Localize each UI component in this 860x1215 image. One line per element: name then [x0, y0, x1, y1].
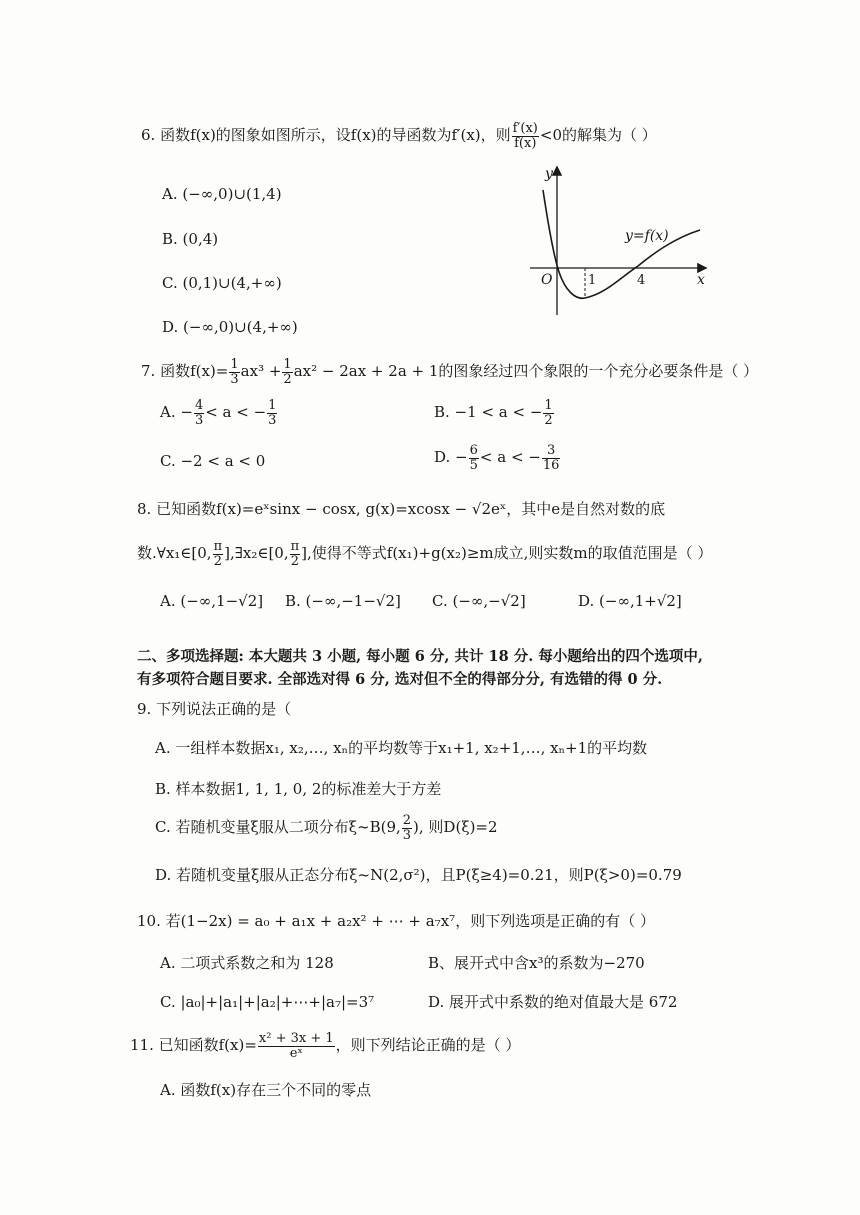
q11-frac-num: x² + 3x + 1	[258, 1031, 334, 1046]
q7-b-n: 1	[544, 398, 553, 413]
q7-d-frac2	[542, 444, 561, 472]
q9-c-n: 2	[402, 813, 412, 828]
q11-option-a: A. 函数f(x)存在三个不同的零点	[160, 1081, 372, 1099]
q10-option-a: A. 二项式系数之和为 128	[160, 954, 334, 972]
q7-option-a	[160, 399, 278, 427]
q10-option-c: C. |a₀|+|a₁|+|a₂|+⋯+|a₇|=3⁷	[160, 993, 375, 1011]
tick-4-label: 4	[637, 273, 646, 288]
q6-option-a: A. (−∞,0)∪(1,4)	[162, 185, 282, 203]
q8-line2-a: 数.∀x₁∈[0,	[137, 544, 212, 563]
q7-a-mid: < a < −	[205, 403, 267, 422]
q9-option-a: A. 一组样本数据x₁, x₂,…, xₙ的平均数等于x₁+1, x₂+1,…, xₙ+1的平均数	[155, 739, 648, 757]
q11-frac-den: eˣ	[289, 1045, 303, 1061]
q8-option-b: B. (−∞,−1−√2]	[285, 592, 401, 610]
q7-stem-b: ax³ +	[240, 362, 282, 381]
q7-frac1-den: 3	[230, 371, 239, 387]
q9-c-frac	[402, 814, 412, 842]
q7-option-d	[434, 444, 561, 472]
q7-frac1	[229, 358, 239, 386]
q11-stem-a: 11. 已知函数f(x)=	[130, 1036, 257, 1055]
q10-option-d: D. 展开式中系数的绝对值最大是 672	[428, 993, 678, 1011]
q7-a-pre: A. −	[160, 403, 193, 422]
q7-b-pre: B. −1 < a < −	[434, 403, 543, 422]
q9-c-a: C. 若随机变量ξ服从二项分布ξ~B(9,	[155, 818, 401, 837]
q7-a-n1: 4	[194, 398, 204, 413]
q8-line2	[137, 540, 712, 568]
q6-stem	[141, 122, 657, 150]
q6-frac-den: f(x)	[514, 135, 537, 151]
q8-line2-c: ],使得不等式f(x₁)+g(x₂)≥m成立,则实数m的取值范围是（ ）	[301, 544, 713, 563]
q6-option-b: B. (0,4)	[162, 230, 219, 248]
q7-a-frac2	[267, 399, 277, 427]
q8-pi-den1: 2	[213, 553, 222, 569]
y-axis-label: y	[545, 166, 553, 182]
q11-stem	[130, 1032, 520, 1060]
q6-frac-num: f′(x)	[512, 121, 538, 136]
q7-frac2-den: 2	[283, 371, 292, 387]
q8-pi-num1: π	[213, 539, 223, 554]
q7-d-n2: 3	[542, 444, 561, 459]
q8-option-a: A. (−∞,1−√2]	[160, 592, 264, 610]
q7-d-frac1	[469, 444, 479, 472]
q6-stem-text: 6. 函数f(x)的图象如图所示，设f(x)的导函数为f′(x)，则	[141, 126, 511, 145]
x-axis-label: x	[697, 272, 705, 288]
q7-b-frac	[543, 399, 553, 427]
q8-option-d: D. (−∞,1+√2]	[578, 592, 682, 610]
q11-frac	[258, 1032, 335, 1060]
q7-stem-c: ax² − 2ax + 2a + 1的图象经过四个象限的一个充分必要条件是（ ）	[293, 362, 759, 381]
q7-d-mid: < a < −	[479, 448, 541, 467]
origin-label: O	[541, 272, 553, 288]
q8-line2-b: ],∃x₂∈[0,	[224, 544, 289, 563]
q8-pi-den2: 2	[290, 553, 300, 569]
q6-option-c: C. (0,1)∪(4,+∞)	[162, 274, 282, 292]
q9-stem: 9. 下列说法正确的是（	[137, 700, 292, 718]
tick-1-label: 1	[588, 273, 597, 288]
q7-stem	[141, 358, 758, 386]
q7-d-d2: 16	[542, 457, 560, 473]
q7-a-frac1	[194, 399, 204, 427]
q6-option-d: D. (−∞,0)∪(4,+∞)	[162, 318, 298, 336]
q7-frac1-num: 1	[230, 357, 239, 372]
q7-d-d1: 5	[469, 457, 478, 473]
q8-line1: 8. 已知函数f(x)=eˣsinx − cosx, g(x)=xcosx − √2eˣ，其中e是自然对数的底	[137, 500, 666, 518]
q8-pi-frac1	[213, 540, 224, 568]
q7-option-b	[434, 399, 555, 427]
q6-function-graph	[525, 160, 715, 320]
q6-fraction	[512, 122, 539, 150]
q7-d-pre: D. −	[434, 448, 468, 467]
q7-frac2-num: 1	[283, 357, 292, 372]
q7-a-d2: 3	[268, 412, 277, 428]
q7-b-d: 2	[544, 412, 553, 428]
q7-a-n2: 1	[268, 398, 277, 413]
q9-c-b: ), 则D(ξ)=2	[413, 818, 498, 837]
q10-stem: 10. 若(1−2x) = a₀ + a₁x + a₂x² + ⋯ + a₇x⁷，则下列选项是正确的有（ ）	[137, 912, 655, 930]
q7-option-c: C. −2 < a < 0	[160, 452, 266, 470]
q7-d-n1: 6	[469, 443, 478, 458]
q7-a-d1: 3	[194, 412, 204, 428]
function-curve	[543, 190, 700, 298]
q9-option-b: B. 样本数据1, 1, 1, 0, 2的标准差大于方差	[155, 780, 442, 798]
q8-option-c: C. (−∞,−√2]	[432, 592, 526, 610]
curve-label: y=f(x)	[625, 228, 669, 244]
q8-pi-frac2	[290, 540, 301, 568]
q11-stem-b: ，则下列结论正确的是（ ）	[335, 1036, 521, 1055]
q9-c-d: 3	[402, 827, 412, 843]
q6-stem-end: <0的解集为（ ）	[539, 126, 657, 145]
q7-frac2	[282, 358, 292, 386]
q7-stem-a: 7. 函数f(x)=	[141, 362, 229, 381]
section2-line2: 有多项符合题目要求. 全部选对得 6 分, 选对但不全的得部分分, 有选错的得 0 分.	[137, 671, 663, 688]
q10-option-b: B、展开式中含x³的系数为−270	[428, 954, 645, 972]
q8-pi-num2: π	[290, 539, 300, 554]
q9-option-c	[155, 814, 498, 842]
section2-line1: 二、多项选择题: 本大题共 3 小题, 每小题 6 分, 共计 18 分. 每小题给出的四个选项中,	[137, 648, 703, 665]
q9-option-d: D. 若随机变量ξ服从正态分布ξ~N(2,σ²)，且P(ξ≥4)=0.21，则P(ξ>0)=0.79	[155, 866, 682, 884]
